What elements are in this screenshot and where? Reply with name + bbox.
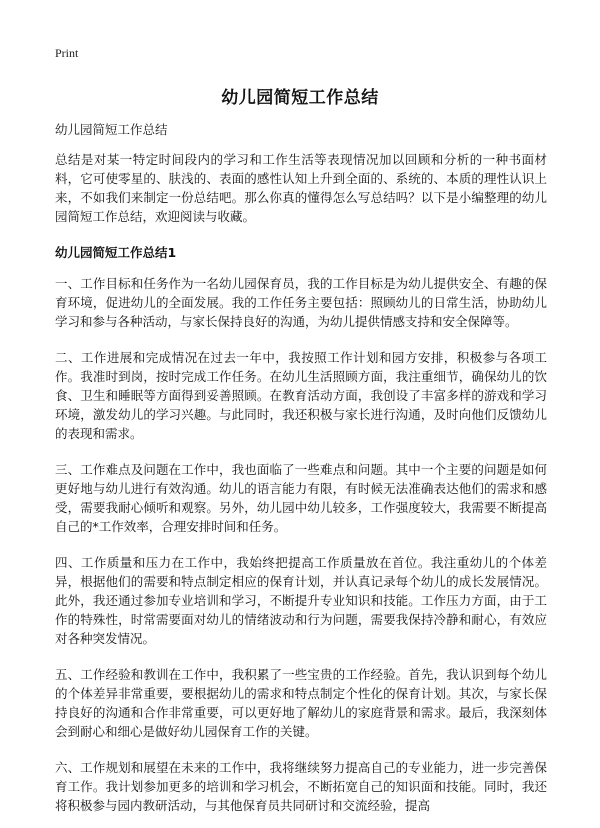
document-subtitle: 幼儿园简短工作总结 bbox=[55, 122, 168, 137]
paragraph-goals: 一、工作目标和任务作为一名幼儿园保育员，我的工作目标是为幼儿提供安全、有趣的保育环境，促进幼儿的全面发展。我的工作任务主要包括：照顾幼儿的日常生活，协助幼儿学习和参与各种活动，与家长保持良好的沟通，为幼儿提供情感支持和安全保障等。 bbox=[55, 276, 547, 329]
print-label: Print bbox=[55, 46, 79, 60]
intro-paragraph: 总结是对某一特定时间段内的学习和工作生活等表现情况加以回顾和分析的一种书面材料，它可使零星的、肤浅的、表面的感性认知上升到全面的、系统的、本质的理性认识上来，不如我们来制定一份总结吧。那么你真的懂得怎么写总结吗？以下是小编整理的幼儿园简短工作总结，欢迎阅读与收藏。 bbox=[55, 152, 547, 224]
paragraph-plans: 六、工作规划和展望在未来的工作中，我将继续努力提高自己的专业能力，进一步完善保育工作。我计划参加更多的培训和学习机会，不断拓宽自己的知识面和技能。同时，我还将积极参与园内教研活动，与其他保育员共同研讨和交流经验，提高 bbox=[55, 760, 547, 813]
section-heading: 幼儿园简短工作总结1 bbox=[55, 245, 177, 260]
paragraph-progress: 二、工作进展和完成情况在过去一年中，我按照工作计划和园方安排，积极参与各项工作。我准时到岗，按时完成工作任务。在幼儿生活照顾方面，我注重细节，确保幼儿的饮食、卫生和睡眠等方面得到妥善照顾。在教育活动方面，我创设了丰富多样的游戏和学习环境，激发幼儿的学习兴趣。与此同时，我还积极与家长进行沟通，及时向他们反馈幼儿的表现和需求。 bbox=[55, 350, 547, 441]
paragraph-quality: 四、工作质量和压力在工作中，我始终把提高工作质量放在首位。我注重幼儿的个体差异，根据他们的需要和特点制定相应的保育计划，并认真记录每个幼儿的成长发展情况。此外，我还通过参加专业培训和学习，不断提升专业知识和技能。工作压力方面，由于工作的特殊性，时常需要面对幼儿的情绪波动和行为问题，需要我保持冷静和耐心，有效应对各种突发情况。 bbox=[55, 555, 547, 646]
document-body bbox=[55, 150, 547, 828]
paragraph-experience: 五、工作经验和教训在工作中，我积累了一些宝贵的工作经验。首先，我认识到每个幼儿的个体差异非常重要，要根据幼儿的需求和特点制定个性化的保育计划。其次，与家长保持良好的沟通和合作非常重要，可以更好地了解幼儿的家庭背景和需求。最后，我深刻体会到耐心和细心是做好幼儿园保育工作的关键。 bbox=[55, 667, 547, 739]
page-title: 幼儿园简短工作总结 bbox=[221, 88, 379, 108]
paragraph-difficulties: 三、工作难点及问题在工作中，我也面临了一些难点和问题。其中一个主要的问题是如何更好地与幼儿进行有效沟通。幼儿的语言能力有限，有时候无法准确表达他们的需求和感受，需要我耐心倾听和观察。另外，幼儿园中幼儿较多，工作强度较大，我需要不断提高自己的*工作效率，合理安排时间和任务。 bbox=[55, 462, 547, 534]
